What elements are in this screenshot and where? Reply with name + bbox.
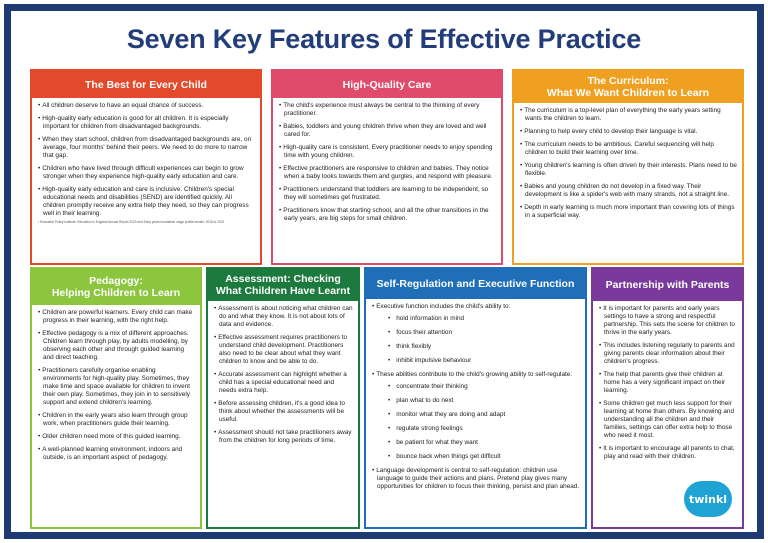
sub-list-item: • concentrate their thinking: [387, 383, 580, 391]
panel-body: [514, 103, 742, 227]
poster-frame: [4, 4, 764, 539]
page-title: Seven Key Features of Effective Practice: [126, 24, 642, 54]
list-item: • These abilities contribute to the child's growing ability to self-regulate:: [371, 371, 580, 379]
list-item: • Depth in early learning is much more important than covering lots of things in a superficial way.: [519, 204, 737, 220]
panel-body: [593, 301, 742, 468]
panel-heading: [593, 269, 742, 301]
panel-heading: [32, 269, 200, 305]
list-item: • Older children need more of this guided learning.: [37, 433, 195, 441]
list-item: • Practitioners understand that toddlers are learning to be independent, so they will sometimes get frustrated.: [278, 186, 496, 202]
panel-curriculum: [512, 69, 744, 265]
panel-heading: [208, 269, 358, 301]
heading-line-1: Assessment: Checking: [225, 273, 341, 285]
list-item: • The curriculum is a top-level plan of everything the early years setting wants the children to learn.: [519, 107, 737, 123]
sub-list-item: • bounce back when things get difficult: [387, 453, 580, 461]
panel-heading: [366, 269, 585, 299]
panel-assessment: [206, 267, 360, 529]
list-item: • A well-planned learning environment, indoors and outside, is an important aspect of pedagogy.: [37, 446, 195, 462]
list-item: • The child's experience must always be central to the thinking of every practitioner.: [278, 102, 496, 118]
list-item: • Babies, toddlers and young children thrive when they are loved and well cared for.: [278, 123, 496, 139]
sub-list-self-regulate: [387, 383, 580, 461]
heading-text: High-Quality Care: [342, 78, 432, 91]
bullet-list: [371, 467, 580, 491]
bullet-list: [519, 107, 737, 220]
list-item: • Language development is central to self-regulation: children use language to guide their actions and plans. Pretend play gives many opportunities for children to focus their thinking, persist and plan ahead.: [371, 467, 580, 491]
panel-high-quality-care: [271, 69, 503, 265]
list-item: • Practitioners know that starting school, and all the other transitions in the early years, are big steps for small children.: [278, 207, 496, 223]
panel-body: [32, 98, 260, 226]
logo-text: twinkl: [688, 492, 728, 506]
list-item: • All children deserve to have an equal chance of success.: [37, 102, 255, 110]
sub-list-item: • think flexibly: [387, 343, 580, 351]
heading-text: Partnership with Parents: [605, 279, 730, 291]
list-item: • Practitioners carefully organise enabling environments for high-quality play. Sometimes, they make time and space available for children to invent their own play. Sometimes, they join in to sensitively support and extend children's learning.: [37, 367, 195, 407]
list-item: • Children who have lived through difficult experiences can begin to grow stronger when they experience high-quality early education and care.: [37, 165, 255, 181]
footnote: ¹ Education Policy Institute: Education in England Annual Report 2019 and Early years foundation stage profile results: 2018 to 2019: [38, 220, 225, 224]
list-item: • When they start school, children from disadvantaged backgrounds are, on average, four months' behind their peers. We need to do more to narrow that gap.: [37, 136, 255, 160]
sub-list-item: • focus their attention: [387, 329, 580, 337]
heading-line-2: What Children Have Learnt: [215, 285, 351, 297]
list-item: • Effective practitioners are responsive to children and babies. They notice when a baby looks towards them and gurgles, and respond with pleasure.: [278, 165, 496, 181]
heading-text: Self-Regulation and Executive Function: [376, 278, 575, 290]
panel-body: [32, 305, 200, 469]
list-item: • Executive function includes the child's ability to:: [371, 303, 580, 311]
list-item: • The curriculum needs to be ambitious. Careful sequencing will help children to build their learning over time.: [519, 141, 737, 157]
sub-list-item: • be patient for what they want: [387, 439, 580, 447]
panel-partnership: [591, 267, 744, 529]
list-item: • Some children get much less support for their learning at home than others. By knowing and understanding all the children and their families, settings can offer extra help to those who need it most.: [598, 400, 737, 440]
bullet-list: [371, 303, 580, 311]
bullet-list: [598, 305, 737, 461]
bullet-list: [278, 102, 496, 223]
list-item: • Young children's learning is often driven by their interests. Plans need to be flexible.: [519, 162, 737, 178]
sub-list-item: • regulate strong feelings: [387, 425, 580, 433]
list-item: • Effective pedagogy is a mix of different approaches. Children learn through play, by adults modelling, by observing each other and through guided learning and direct teaching.: [37, 330, 195, 362]
sub-list-item: • plan what to do next: [387, 397, 580, 405]
list-item: • Children in the early years also learn through group work, when practitioners guide their learning.: [37, 412, 195, 428]
list-item: • High-quality early education and care is inclusive. Children's special educational needs and disabilities (SEND) are identified quickly. All children promptly receive any extra help they need, so they can progress well in their learning.: [37, 186, 255, 218]
panel-heading: [273, 71, 501, 98]
list-item: • Accurate assessment can highlight whether a child has a special educational need and needs extra help.: [213, 371, 353, 395]
list-item: • It is important for parents and early years settings to have a strong and respectful partnership. This sets the scene for children to thrive in the early years.: [598, 305, 737, 337]
list-item: • It is important to encourage all parents to chat, play and read with their children.: [598, 445, 737, 461]
sub-list-item: • monitor what they are doing and adapt: [387, 411, 580, 419]
list-item: • Assessment is about noticing what children can do and what they know. It is not about lots of data and evidence.: [213, 305, 353, 329]
bullet-list: [213, 305, 353, 445]
list-item: • Children are powerful learners. Every child can make progress in their learning, with the right help.: [37, 309, 195, 325]
heading-line-2: Helping Children to Learn: [51, 287, 181, 299]
list-item: • This includes listening regularly to parents and giving parents clear information about their children's progress.: [598, 342, 737, 366]
sub-list-item: • hold information in mind: [387, 315, 580, 323]
twinkl-logo-icon: [684, 481, 732, 517]
sub-list-executive: [387, 315, 580, 365]
list-item: • High-quality care is consistent. Every practitioner needs to enjoy spending time with young children.: [278, 144, 496, 160]
list-item: • Planning to help every child to develop their language is vital.: [519, 128, 737, 136]
heading-text: The Best for Every Child: [85, 78, 207, 91]
heading-line-1: Pedagogy:: [89, 275, 143, 287]
bullet-list: [371, 371, 580, 379]
list-item: • High-quality early education is good for all children. It is especially important for children from disadvantaged backgrounds.: [37, 115, 255, 131]
panel-heading: [32, 71, 260, 98]
panel-heading: [514, 71, 742, 103]
sub-list-item: • inhibit impulsive behaviour: [387, 357, 580, 365]
panel-body: [366, 299, 585, 498]
panel-self-regulation: [364, 267, 587, 529]
panel-pedagogy: [30, 267, 202, 529]
list-item: • Effective assessment requires practitioners to understand child development. Practitioners also need to be clear about what they want children to know and be able to do.: [213, 334, 353, 366]
panel-body: [273, 98, 501, 230]
list-item: • The help that parents give their children at home has a very significant impact on their learning.: [598, 371, 737, 395]
list-item: • Babies and young children do not develop in a fixed way. Their development is like a spider's web with many strands, not a straight line.: [519, 183, 737, 199]
panel-body: [208, 301, 358, 452]
bullet-list: [37, 102, 255, 218]
heading-line-1: The Curriculum:: [587, 75, 669, 87]
bullet-list: [37, 309, 195, 462]
list-item: • Before assessing children, it's a good idea to think about whether the assessments will be useful.: [213, 400, 353, 424]
panel-best-for-every-child: [30, 69, 262, 265]
list-item: • Assessment should not take practitioners away from the children for long periods of time.: [213, 429, 353, 445]
heading-line-2: What We Want Children to Learn: [546, 87, 710, 99]
